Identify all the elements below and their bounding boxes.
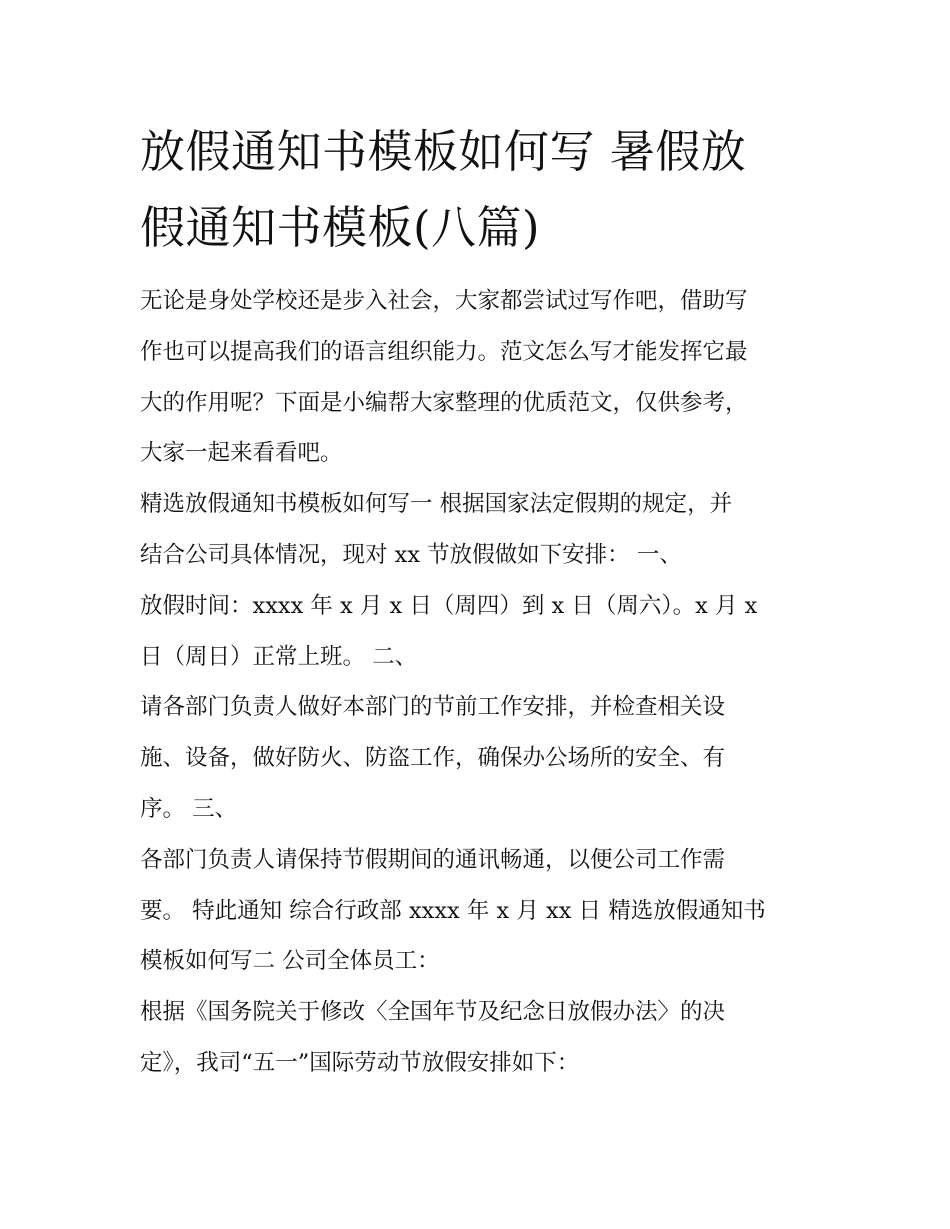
text-line: 要。 特此通知 综合行政部 xxxx 年 x 月 xx 日 精选放假通知书	[140, 897, 766, 924]
text-line: 模板如何写二 公司全体员工：	[140, 948, 440, 975]
paragraph-intro	[140, 276, 820, 479]
title-line: 假通知书模板(八篇)	[140, 201, 541, 254]
text-line: 请各部门负责人做好本部门的节前工作安排，并检查相关设	[140, 694, 726, 721]
document-body	[140, 276, 820, 1089]
text-line: 序。 三、	[140, 795, 238, 822]
text-line: 施、设备，做好防火、防盗工作，确保办公场所的安全、有	[140, 745, 726, 772]
text-line: 结合公司具体情况，现对 xx 节放假做如下安排： 一、	[140, 541, 682, 568]
text-line: 作也可以提高我们的语言组织能力。范文怎么写才能发挥它最	[140, 338, 748, 365]
text-line: 定》，我司“五一”国际劳动节放假安排如下：	[140, 1049, 580, 1076]
text-line: 大家一起来看看吧。	[140, 440, 343, 467]
paragraph-communication	[140, 835, 820, 987]
text-line: 根据《国务院关于修改〈全国年节及纪念日放假办法〉的决	[140, 999, 726, 1026]
paragraph-template-one-intro	[140, 479, 820, 581]
paragraph-department-arrangement	[140, 682, 820, 834]
text-line: 放假时间：xxxx 年 x 月 x 日（周四）到 x 日（周六）。x 月 x	[140, 592, 758, 619]
paragraph-holiday-time	[140, 581, 820, 683]
paragraph-state-council-rule	[140, 987, 820, 1089]
text-line: 日（周日）正常上班。 二、	[140, 643, 418, 670]
text-line: 精选放假通知书模板如何写一 根据国家法定假期的规定，并	[140, 491, 733, 518]
text-line: 各部门负责人请保持节假期间的通讯畅通，以便公司工作需	[140, 846, 726, 873]
text-line: 无论是身处学校还是步入社会，大家都尝试过写作吧，借助写	[140, 288, 748, 314]
document-title	[140, 114, 820, 266]
title-line: 放假通知书模板如何写 暑假放	[140, 125, 747, 178]
text-line: 大的作用呢？下面是小编帮大家整理的优质范文，仅供参考，	[140, 389, 748, 416]
